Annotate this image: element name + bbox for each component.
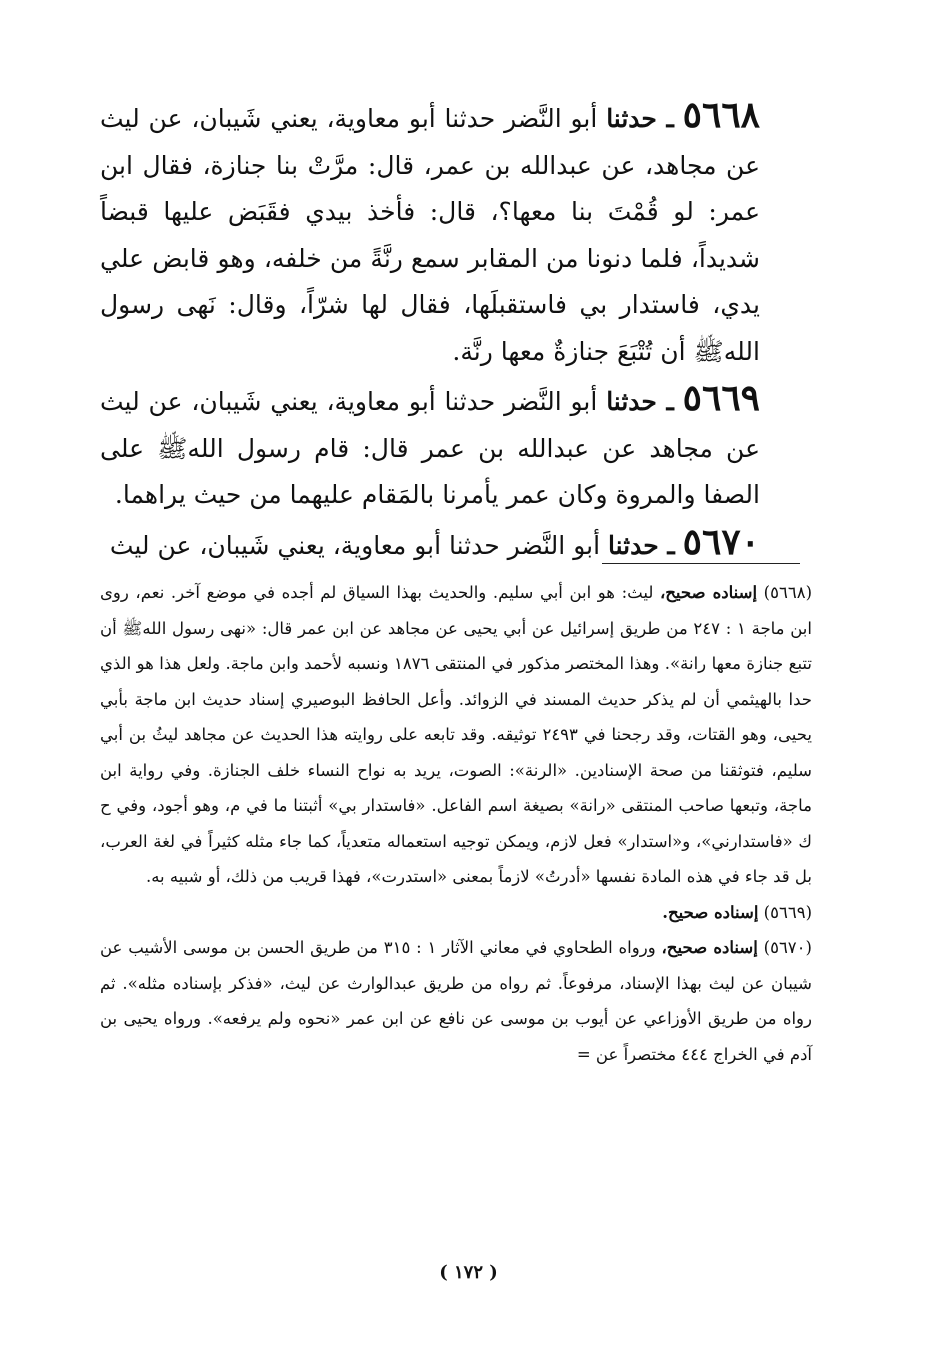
hadith-lead: حدثنا xyxy=(606,387,657,416)
footnote-text: ليث: هو ابن أبي سليم. والحديث بهذا السياق لم أجده في موضع آخر. نعم، روى ابن ماجة ١ : ٢٤٧ من طريق إسرائيل عن أبي يحيى عن مجاهد عن ابن عمر قال: «نهى رسول اللهﷺ أن تتبع جنازة معها رانة». وهذا المختصر مذكور في المنتقى ١٨٧٦ ونسبه لأحمد وابن ماجة. ولعل هذا هو الذي حدا بالهيثمي أن لم يذكر حديث المسند في الزوائد. وأعل الحافظ البوصيري إسناد حديث ابن ماجة بأبي يحيى، وهو القتات، وقد رجحنا في ٢٤٩٣ توثيقه. وقد تابعه على روايته هذا الحديث عن مجاهد ليثُ بن أبي سليم، فتوثقنا من صحة الإسنادين. «الرنة»: الصوت، يريد به نواح النساء خلف الجنازة. وفي رواية ابن ماجة، وتبعها صاحب المنتقى «رانة» بصيغة اسم الفاعل. «فاستدار بي» أثبتنا ما في م، وهو أجود، وفي ح ك «فاستدارني»، و«استدار» فعل لازم، ويمكن توجيه استعماله متعدياً، كما جاء مثله كثيراً في لغة العرب، بل قد جاء في هذه المادة نفسها «أدرتُ» لازماً بمعنى «استدرت»، فهذا قريب من ذلك، أو شبيه به. xyxy=(100,583,813,886)
hadith-number: ٥٦٧٠ xyxy=(682,520,760,563)
page-number: ( ١٧٢ ) xyxy=(439,1262,498,1283)
footnote-5669 xyxy=(100,895,812,931)
hadith-text: أبو النَّضر حدثنا أبو معاوية، يعني شَيبان، عن ليث عن مجاهد عن عبدالله بن عمر قال: قام رسول اللهﷺ على الصفا والمروة وكان عمر يأمرنا بالمَقام عليهما من حيث يراهما. xyxy=(100,387,760,509)
footnote-5668 xyxy=(100,575,812,895)
hadith-lead: حدثنا xyxy=(606,104,657,133)
footnote-lead: إسناده صحيح، xyxy=(661,938,758,957)
footnote-ref: (٥٦٦٩) xyxy=(763,902,812,922)
hadith-text: أبو النَّضر حدثنا أبو معاوية، يعني شَيبان، عن ليث xyxy=(109,530,601,560)
footnote-lead: إسناده صحيح. xyxy=(662,902,759,922)
footnote-ref: (٥٦٧٠) xyxy=(763,938,812,957)
hadith-number: ٥٦٦٩ xyxy=(682,377,760,419)
hadith-lead: حدثنا xyxy=(607,530,659,560)
footnote-text: ورواه الطحاوي في معاني الآثار ١ : ٣١٥ من طريق الحسن بن موسى الأشيب عن شيبان عن ليث بهذا الإسناد، مرفوعاً. ثم رواه من طريق عبدالوارث عن ليث، «فذكر بإسناده مثله». ثم رواه من طريق الأوزاعي عن أيوب بن موسى عن نافع عن ابن عمر «نحوه ولم يرفعه». ورواه يحيى بن آدم في الخراج ٤٤٤ مختصراً عن = xyxy=(100,938,812,1064)
footnote-5670 xyxy=(100,930,812,1072)
hadith-text: أبو النَّضر حدثنا أبو معاوية، يعني شَيبان، عن ليث عن مجاهد، عن عبدالله بن عمر، قال: مرَّتْ بنا جنازة، فقال ابن عمر: لو قُمْتَ بنا معها؟، قال: فأخذ بيدي فقَبَض عليها قبضاً شديداً، فلما دنونا من المقابر سمع رنَّةً من خلفه، وهو قابض علي يدي، فاستدار بي فاستقبلَها، فقال لها شرّاً، وقال: نَهى رسول اللهﷺ أن تُتْبَعَ جنازةٌ معها رنَّة. xyxy=(100,104,760,366)
footnote-ref: (٥٦٦٨) xyxy=(763,583,812,602)
footnotes xyxy=(100,575,812,1072)
footnote-divider xyxy=(602,563,800,564)
footnote-lead: إسناده صحيح، xyxy=(659,583,758,602)
main-text xyxy=(100,92,760,569)
hadith-5670: ٥٦٧٠ ـ حدثنا أبو النَّضر حدثنا أبو معاوية، يعني شَيبان، عن ليث xyxy=(109,520,760,563)
hadith-5668: ٥٦٦٨ ـ حدثنا أبو النَّضر حدثنا أبو معاوية، يعني شَيبان، عن ليث عن مجاهد، عن عبدالله بن عمر، قال: مرَّتْ بنا جنازة، فقال ابن عمر: لو قُمْتَ بنا معها؟، قال: فأخذ بيدي فقَبَض عليها قبضاً شديداً، فلما دنونا من المقابر سمع رنَّةً من خلفه، وهو قابض علي يدي، فاستدار بي فاستقبلَها، فقال لها شرّاً، وقال: نَهى رسول اللهﷺ أن تُتْبَعَ جنازةٌ معها رنَّة. xyxy=(100,94,760,366)
hadith-number: ٥٦٦٨ xyxy=(682,94,760,136)
hadith-5669: ٥٦٦٩ ـ حدثنا أبو النَّضر حدثنا أبو معاوية، يعني شَيبان، عن ليث عن مجاهد عن عبدالله بن عمر قال: قام رسول اللهﷺ على الصفا والمروة وكان عمر يأمرنا بالمَقام عليهما من حيث يراهما. xyxy=(100,377,760,509)
